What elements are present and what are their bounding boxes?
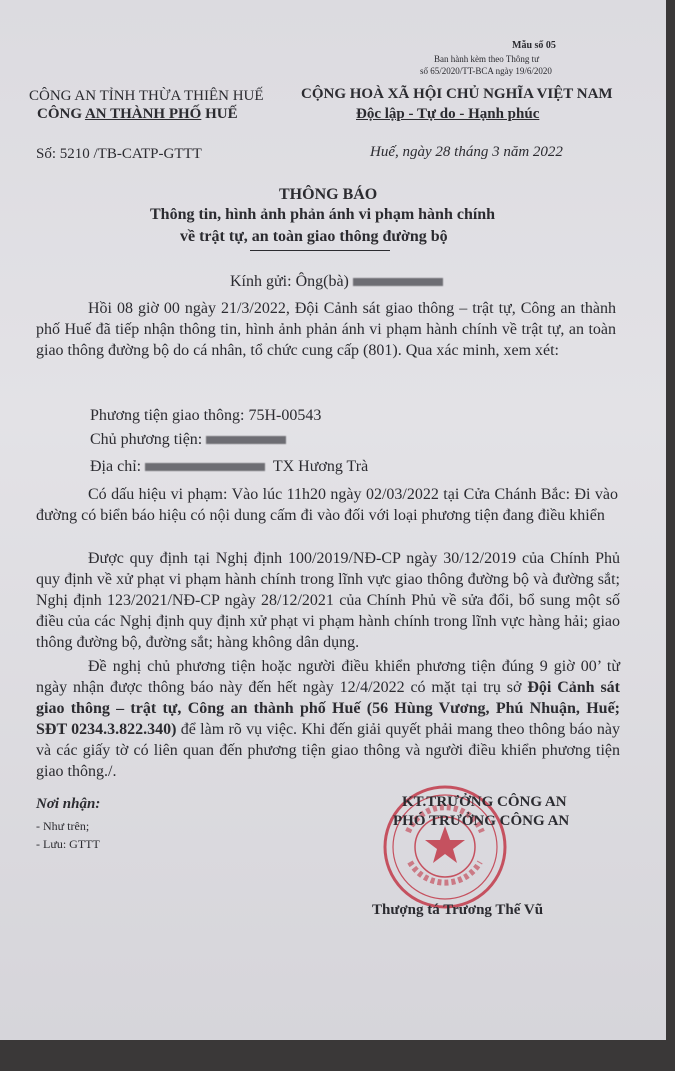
request-text-a: Đề nghị chủ phương tiện hoặc người điều khiển phương tiện đúng 9 giờ 00’ từ ngày nhận được thông báo này đến hết ngày 12/4/2022 có mặt tại trụ sở bbox=[36, 658, 620, 696]
redacted-owner bbox=[206, 436, 286, 444]
redacted-address bbox=[145, 463, 265, 471]
subtitle-rule bbox=[250, 250, 390, 251]
form-note-line2: số 65/2020/TT-BCA ngày 19/6/2020 bbox=[420, 66, 552, 76]
recipient-line bbox=[230, 273, 447, 291]
recipients-item-1: - Như trên; bbox=[36, 819, 90, 833]
signer-name: Thượng tá Trương Thế Vũ bbox=[372, 902, 544, 918]
agency-name-underlined: AN THÀNH PHỐ bbox=[84, 106, 202, 122]
request-text-b: để làm rõ vụ việc. Khi đến giải quyết phải mang theo thông báo này và các giấy tờ có liên quan đến phương tiện giao thông và người điều khiển phương tiện giao thông./. bbox=[36, 721, 620, 780]
request-location: Đội Cảnh sát giao thông – trật tự, Công an thành phố Huế (56 Hùng Vương, Phú Nhuận, Huế; SĐT 0234.3.822.340) bbox=[36, 679, 620, 738]
address-label: Địa chỉ: bbox=[90, 458, 146, 475]
signature-line-1: KT.TRƯỞNG CÔNG AN bbox=[402, 794, 567, 810]
agency-name-suffix: HUẾ bbox=[201, 106, 238, 122]
recipient-label: Kính gửi: Ông(bà) bbox=[230, 273, 353, 290]
recipients-item-2: - Lưu: GTTT bbox=[36, 837, 100, 851]
republic-motto: Độc lập - Tự do - Hạnh phúc bbox=[356, 106, 540, 122]
violation-paragraph: Có dấu hiệu vi phạm: Vào lúc 11h20 ngày 02/03/2022 tại Cửa Chánh Bắc: Đi vào đường có biển báo hiệu có nội dung cấm đi vào đối với loại phương tiện đang điều khiển bbox=[36, 486, 618, 524]
notice-subtitle-line2: về trật tự, an toàn giao thông đường bộ bbox=[180, 228, 448, 245]
agency-name-prefix: CÔNG bbox=[37, 106, 85, 122]
agency-name bbox=[37, 106, 238, 123]
form-note-line1: Ban hành kèm theo Thông tư bbox=[434, 54, 539, 64]
document-number: Số: 5210 /TB-CATP-GTTT bbox=[36, 146, 202, 162]
signature-line-2: PHÓ TRƯỞNG CÔNG AN bbox=[393, 813, 570, 829]
parent-agency: CÔNG AN TỈNH THỪA THIÊN HUẾ bbox=[29, 88, 264, 104]
recipients-title: Nơi nhận: bbox=[36, 796, 101, 812]
regulation-paragraph: Được quy định tại Nghị định 100/2019/NĐ-CP ngày 30/12/2019 của Chính Phủ quy định về xử phạt vi phạm hành chính trong lĩnh vực giao thông đường bộ và đường sắt; Nghị định 123/2021/NĐ-CP ngày 28/12/2021 của Chính Phủ về sửa đổi, bổ sung một số điều của các Nghị định quy định xử phạt vi phạm hành chính trong lĩnh vực hàng hải; giao thông đường bộ, đường sắt; hàng không dân dụng. bbox=[36, 550, 620, 651]
date-line: Huế, ngày 28 tháng 3 năm 2022 bbox=[370, 144, 563, 160]
notice-subtitle-line1: Thông tin, hình ảnh phản ánh vi phạm hành chính bbox=[150, 206, 496, 223]
notice-title: THÔNG BÁO bbox=[279, 186, 378, 203]
address-tail: TX Hương Trà bbox=[272, 458, 369, 475]
request-paragraph bbox=[36, 656, 620, 782]
republic-name: CỘNG HOÀ XÃ HỘI CHỦ NGHĨA VIỆT NAM bbox=[301, 86, 613, 102]
owner-label: Chủ phương tiện: bbox=[90, 431, 207, 448]
intro-paragraph: Hồi 08 giờ 00 ngày 21/3/2022, Đội Cảnh sát giao thông – trật tự, Công an thành phố Huế đã tiếp nhận thông tin, hình ảnh phản ánh vi phạm hành chính về trật tự, an toàn giao thông đường bộ do cá nhân, tổ chức cung cấp (801). Qua xác minh, xem xét: bbox=[36, 300, 616, 359]
vehicle-line: Phương tiện giao thông: 75H-00543 bbox=[90, 407, 322, 424]
address-line bbox=[90, 458, 368, 476]
form-number: Mẫu số 05 bbox=[512, 40, 556, 51]
redacted-name bbox=[353, 278, 443, 286]
owner-line bbox=[90, 431, 290, 449]
